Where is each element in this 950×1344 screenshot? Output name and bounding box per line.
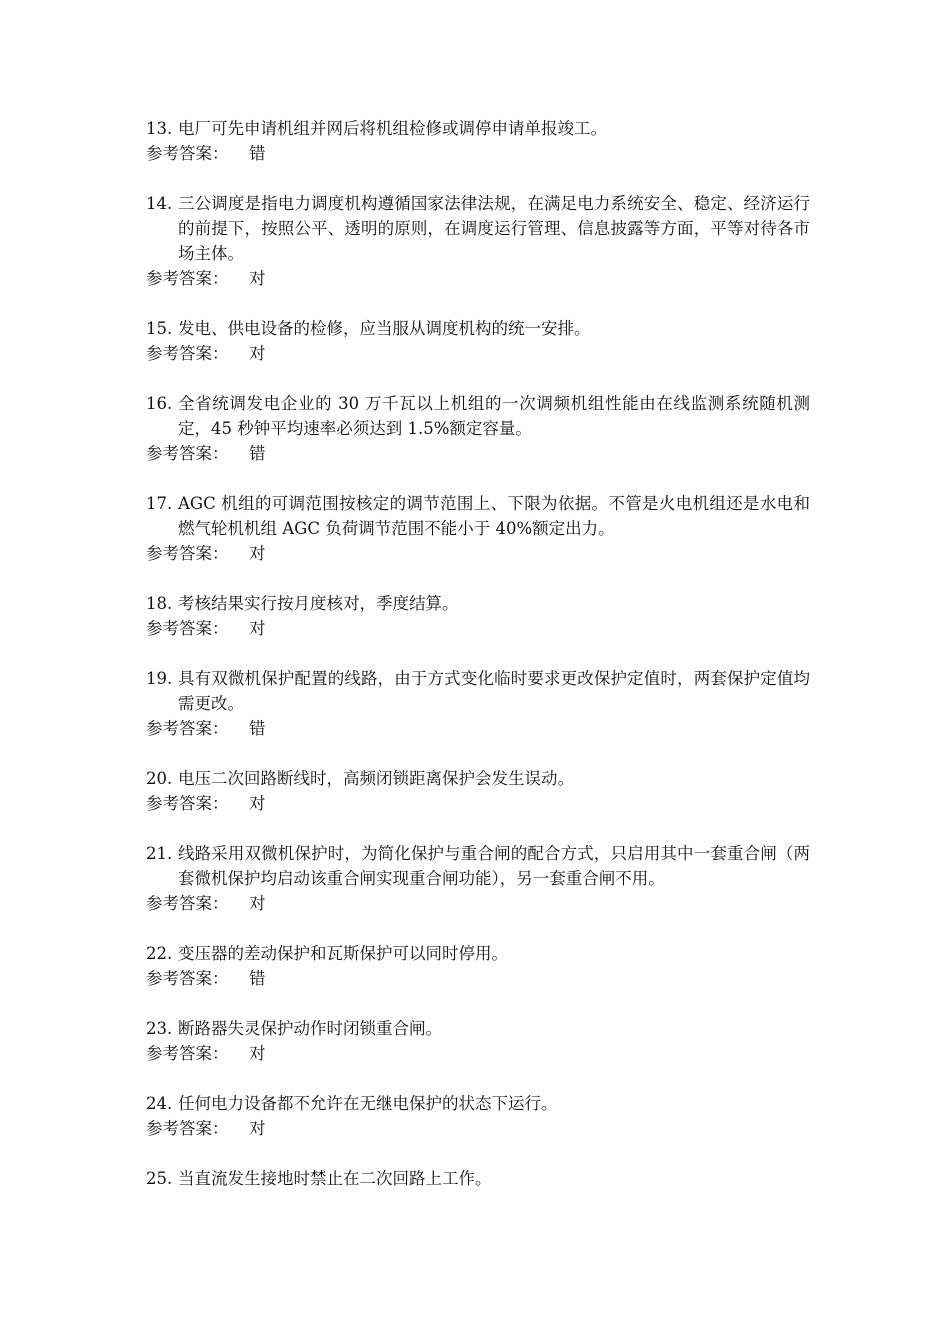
answer-value: 对 [249, 1119, 266, 1138]
question-14 [146, 191, 810, 291]
answer-label: 参考答案： [146, 144, 229, 163]
question-text: 任何电力设备都不允许在无继电保护的状态下运行。 [178, 1094, 558, 1113]
question-text: 具有双微机保护配置的线路，由于方式变化临时要求更改保护定值时，两套保护定值均需更改。 [178, 669, 810, 713]
document-page [146, 116, 810, 1216]
question-text: 线路采用双微机保护时，为简化保护与重合闸的配合方式，只启用其中一套重合闸（两套微机保护均启动该重合闸实现重合闸功能），另一套重合闸不用。 [178, 844, 810, 888]
answer-line [146, 966, 810, 991]
answer-label: 参考答案： [146, 719, 229, 738]
question-text: 电厂可先申请机组并网后将机组检修或调停申请单报竣工。 [178, 119, 607, 138]
question-text: 断路器失灵保护动作时闭锁重合闸。 [178, 1019, 442, 1038]
question-23 [146, 1016, 810, 1066]
answer-value: 对 [249, 1044, 266, 1063]
answer-label: 参考答案： [146, 969, 229, 988]
question-text: 电压二次回路断线时，高频闭锁距离保护会发生误动。 [178, 769, 574, 788]
answer-value: 对 [249, 544, 266, 563]
question-number: 25. [146, 1169, 173, 1188]
answer-line [146, 341, 810, 366]
answer-label: 参考答案： [146, 619, 229, 638]
question-16 [146, 391, 810, 466]
question-number: 22. [146, 944, 173, 963]
answer-label: 参考答案： [146, 1044, 229, 1063]
question-19 [146, 666, 810, 741]
question-25 [146, 1166, 810, 1191]
answer-line [146, 616, 810, 641]
answer-label: 参考答案： [146, 1119, 229, 1138]
answer-line [146, 791, 810, 816]
question-number: 15. [146, 319, 173, 338]
question-22 [146, 941, 810, 991]
question-text: 考核结果实行按月度核对，季度结算。 [178, 594, 459, 613]
question-number: 24. [146, 1094, 173, 1113]
question-number: 23. [146, 1019, 173, 1038]
question-number: 20. [146, 769, 173, 788]
question-number: 21. [146, 844, 173, 863]
question-text: 发电、供电设备的检修，应当服从调度机构的统一安排。 [178, 319, 591, 338]
answer-label: 参考答案： [146, 444, 229, 463]
answer-value: 对 [249, 794, 266, 813]
answer-line [146, 716, 810, 741]
answer-line [146, 1116, 810, 1141]
question-text: 全省统调发电企业的 30 万千瓦以上机组的一次调频机组性能由在线监测系统随机测定，45 秒钟平均速率必须达到 1.5%额定容量。 [178, 394, 810, 438]
answer-value: 对 [249, 619, 266, 638]
question-text: 三公调度是指电力调度机构遵循国家法律法规，在满足电力系统安全、稳定、经济运行的前提下，按照公平、透明的原则，在调度运行管理、信息披露等方面，平等对待各市场主体。 [178, 194, 810, 263]
question-13 [146, 116, 810, 166]
answer-value: 对 [249, 894, 266, 913]
question-text: AGC 机组的可调范围按核定的调节范围上、下限为依据。不管是火电机组还是水电和燃气轮机机组 AGC 负荷调节范围不能小于 40%额定出力。 [178, 494, 810, 538]
answer-label: 参考答案： [146, 344, 229, 363]
answer-value: 错 [249, 444, 266, 463]
question-number: 14. [146, 194, 173, 213]
answer-value: 错 [249, 144, 266, 163]
question-15 [146, 316, 810, 366]
answer-line [146, 891, 810, 916]
question-17 [146, 491, 810, 566]
question-number: 19. [146, 669, 173, 688]
answer-value: 对 [249, 344, 266, 363]
answer-line [146, 441, 810, 466]
question-21 [146, 841, 810, 916]
question-18 [146, 591, 810, 641]
question-text: 变压器的差动保护和瓦斯保护可以同时停用。 [178, 944, 508, 963]
answer-line [146, 541, 810, 566]
answer-value: 对 [249, 269, 266, 288]
question-number: 18. [146, 594, 173, 613]
question-24 [146, 1091, 810, 1141]
answer-value: 错 [249, 719, 266, 738]
answer-label: 参考答案： [146, 269, 229, 288]
answer-label: 参考答案： [146, 794, 229, 813]
question-number: 13. [146, 119, 173, 138]
question-20 [146, 766, 810, 816]
question-number: 17. [146, 494, 173, 513]
answer-label: 参考答案： [146, 544, 229, 563]
question-text: 当直流发生接地时禁止在二次回路上工作。 [178, 1169, 492, 1188]
answer-line [146, 141, 810, 166]
answer-line [146, 266, 810, 291]
question-number: 16. [146, 394, 173, 413]
answer-line [146, 1041, 810, 1066]
answer-value: 错 [249, 969, 266, 988]
answer-label: 参考答案： [146, 894, 229, 913]
